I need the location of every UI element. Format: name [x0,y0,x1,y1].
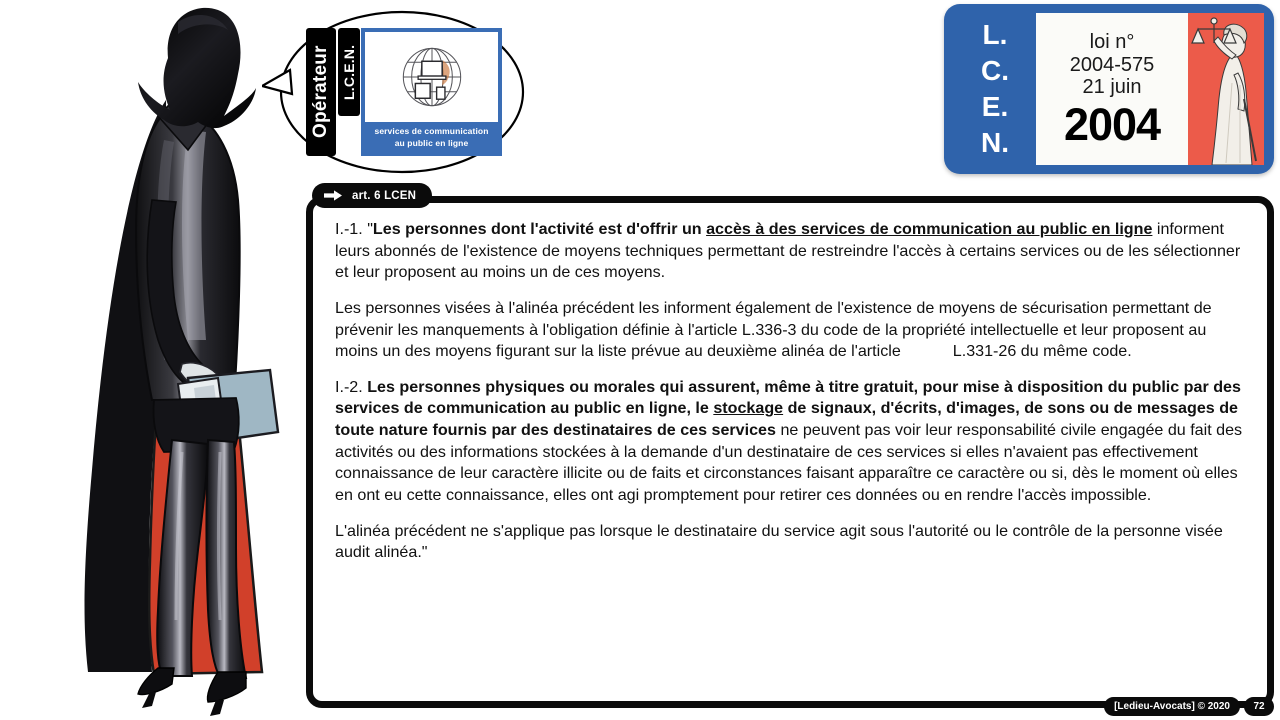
lcen-letter-n: N. [981,127,1009,158]
operator-logo [306,28,502,156]
bold-run [713,399,783,417]
lcen-letters [954,13,1036,165]
globe-computers-icon [365,32,498,122]
hair [138,8,256,128]
speech-bubble [262,8,527,176]
legal-paragraphs [335,219,1245,564]
logo-caption-line-2: au public en ligne [394,137,469,148]
bold-run [706,220,1152,238]
lcen-label: L.C.E.N. [338,28,360,116]
para-I-1: I.-1. "Les personnes dont l'activité est d'offrir un accès à des services de communication au public en ligne informent leurs abonnés de l'existence de moyens techniques permettant de restreindre l'accès à certains services ou de les sélectionner et leur proposent au moins un de ces moyens. [335,220,1241,282]
lady-justice-icon [1188,13,1264,165]
law-line-1: loi n° [1089,31,1135,54]
law-year: 2004 [1063,98,1161,150]
law-line-2: 2004-575 [1069,53,1155,76]
lcen-letter-c: C. [981,55,1009,86]
page-number-badge: 72 [1244,697,1274,716]
lcen-badge [944,4,1274,174]
footer [1104,697,1274,716]
underlined-run: accès à des services de communication au public en ligne [706,220,1153,238]
arrow-right-icon [324,190,342,201]
legal-text-box [306,196,1274,708]
logo-caption-line-1: services de communication [374,126,489,137]
bold-run: de signaux, d'écrits, d'images, de sons ou de messages de toute nature fournis par des destinataires de ces services [335,399,1238,440]
bold-run: Les personnes physiques ou morales qui assurent, même à titre gratuit, pour mise à disposition du public par des services de communication au public en ligne, le [335,377,1241,418]
credit-badge: [Ledieu-Avocats] © 2020 [1104,697,1240,716]
lcen-letter-e: E. [981,91,1009,122]
para-final: L'alinéa précédent ne s'applique pas lorsque le destinataire du service agit sous l'autorité ou le contrôle de la personne visée audit alinéa." [335,521,1223,562]
article-reference-label: art. 6 LCEN [352,189,417,202]
article-reference-tag[interactable] [312,183,432,208]
law-line-3: 21 juin [1082,76,1142,99]
logo-panel [361,28,502,156]
operateur-label: Opérateur [306,28,336,156]
para-alinea-2: Les personnes visées à l'alinéa précédent les informent également de l'existence de moyens de sécurisation permettant de prévenir les manquements à l'obligation définie à l'article L.336-3 du code de la propriété intellectuelle et leur proposent au moins un des moyens figurant sur la liste prévue au deuxième alinéa de l'article L.331-26 du même code. [335,298,1212,361]
heel-right [207,672,246,702]
logo-caption [363,122,500,154]
underlined-run: stockage [713,399,784,418]
bold-run: Les personnes dont l'activité est d'offrir un [372,220,707,238]
lcen-law-panel [1036,13,1188,165]
bubble-tail [262,70,292,94]
para-I-2: I.-2. Les personnes physiques ou morales qui assurent, même à titre gratuit, pour mise à disposition du public par des services de communication au public en ligne, le stockage de signaux, d'écrits, d'images, de sons ou de messages de toute nature fournis par des destinataires de ces services ne peuvent pas voir leur responsabilité civile engagée du fait des activités ou des informations stockées à la demande d'un destinataire de ces services si elles n'avaient pas effectivement connaissance de leur caractère illicite ou de faits et circonstances faisant apparaître ce caractère ou si, dès le moment où elles en ont eu cette connaissance, elles ont agi promptement pour retirer ces données ou en rendre l'accès impossible. [335,377,1243,505]
lcen-letter-l: L. [982,19,1008,50]
